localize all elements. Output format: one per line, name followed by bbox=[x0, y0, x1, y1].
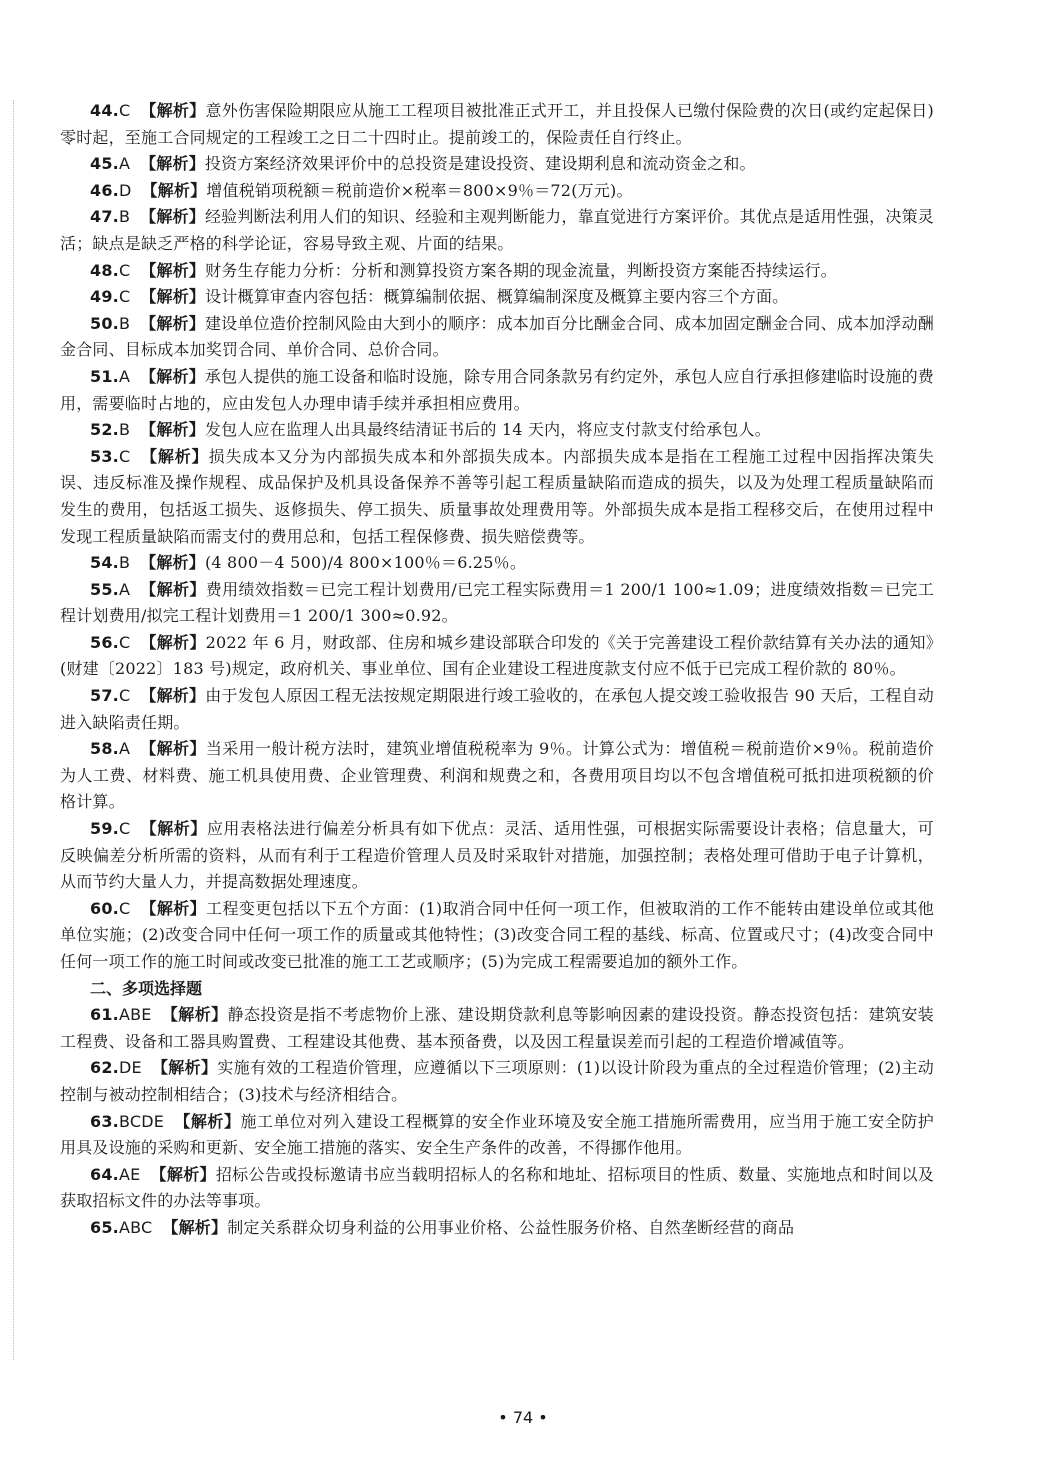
analysis-text: 承包人提供的施工设备和临时设施，除专用合同条款另有约定外，承包人应自行承担修建临时设施的费用，需要临时占地的，应由发包人办理申请手续并承担相应费用。 bbox=[60, 366, 934, 413]
analysis-tag: 【解析】 bbox=[140, 420, 205, 440]
answer-item bbox=[60, 1109, 934, 1162]
answer-item bbox=[60, 896, 934, 976]
analysis-tag: 【解析】 bbox=[140, 366, 205, 386]
binding-margin-line bbox=[13, 100, 14, 1360]
answer-item bbox=[60, 444, 934, 550]
answer-item bbox=[60, 151, 934, 178]
answer-item bbox=[60, 683, 934, 736]
question-number: 50. bbox=[90, 313, 119, 333]
answer-item bbox=[60, 311, 934, 364]
analysis-text: 费用绩效指数＝已完工程计划费用/已完工程实际费用＝1 200/1 100≈1.09；进度绩效指数＝已完工程计划费用/拟完工程计划费用＝1 200/1 300≈0.92。 bbox=[60, 579, 934, 626]
analysis-tag: 【解析】 bbox=[140, 632, 206, 652]
answer-item bbox=[60, 1162, 934, 1215]
answer-item bbox=[60, 98, 934, 151]
answer-item bbox=[60, 736, 934, 816]
answer-item bbox=[60, 1215, 934, 1242]
analysis-tag: 【解析】 bbox=[161, 1005, 228, 1025]
analysis-tag: 【解析】 bbox=[150, 1164, 216, 1184]
answer-choice: DE bbox=[118, 1058, 142, 1078]
answer-choice: C bbox=[118, 632, 131, 652]
analysis-tag: 【解析】 bbox=[140, 898, 207, 918]
analysis-text: 增值税销项税额＝税前造价×税率＝800×9％＝72(万元)。 bbox=[206, 180, 633, 200]
analysis-text: (4 800－4 500)/4 800×100％＝6.25％。 bbox=[204, 553, 527, 573]
answer-choice: B bbox=[118, 207, 131, 227]
analysis-tag: 【解析】 bbox=[162, 1217, 228, 1237]
answer-choice: ABE bbox=[118, 1005, 152, 1025]
answer-item bbox=[60, 577, 934, 630]
question-number: 64. bbox=[90, 1164, 119, 1184]
answer-choice: C bbox=[118, 819, 131, 839]
question-number: 53. bbox=[90, 446, 119, 466]
answer-explanations bbox=[60, 98, 934, 1242]
answer-item bbox=[60, 816, 934, 896]
answer-item bbox=[60, 258, 934, 285]
question-number: 62. bbox=[90, 1058, 119, 1078]
analysis-text: 经验判断法利用人们的知识、经验和主观判断能力，靠直觉进行方案评价。其优点是适用性强，决策灵活；缺点是缺乏严格的科学论证，容易导致主观、片面的结果。 bbox=[60, 207, 934, 253]
answer-choice: A bbox=[118, 154, 131, 174]
question-number: 60. bbox=[90, 898, 119, 918]
analysis-tag: 【解析】 bbox=[151, 1058, 218, 1078]
section-title: 二、多项选择题 bbox=[90, 978, 203, 998]
analysis-tag: 【解析】 bbox=[140, 260, 206, 280]
question-number: 52. bbox=[90, 420, 119, 440]
question-number: 47. bbox=[90, 207, 119, 227]
analysis-text: 制定关系群众切身利益的公用事业价格、公益性服务价格、自然垄断经营的商品 bbox=[227, 1217, 795, 1237]
question-number: 61. bbox=[90, 1005, 119, 1025]
analysis-text: 2022 年 6 月，财政部、住房和城乡建设部联合印发的《关于完善建设工程价款结算有关办法的通知》(财建〔2022〕183 号)规定，政府机关、事业单位、国有企业建设工程进度款支付应不低于已完成工程价款的 80％。 bbox=[60, 632, 934, 679]
answer-choice: A bbox=[118, 579, 131, 599]
analysis-text: 静态投资是指不考虑物价上涨、建设期贷款利息等影响因素的建设投资。静态投资包括：建筑安装工程费、设备和工器具购置费、工程建设其他费、基本预备费，以及因工程量误差而引起的工程造价增减值等。 bbox=[60, 1005, 934, 1051]
answer-item bbox=[60, 417, 934, 444]
analysis-tag: 【解析】 bbox=[141, 180, 207, 200]
answer-choice: AE bbox=[118, 1164, 141, 1184]
question-number: 65. bbox=[90, 1217, 119, 1237]
analysis-tag: 【解析】 bbox=[140, 686, 206, 706]
answer-choice: C bbox=[118, 287, 131, 307]
analysis-text: 投资方案经济效果评价中的总投资是建设投资、建设期利息和流动资金之和。 bbox=[204, 154, 756, 174]
answer-choice: A bbox=[118, 366, 131, 386]
analysis-text: 设计概算审查内容包括：概算编制依据、概算编制深度及概算主要内容三个方面。 bbox=[205, 287, 789, 307]
question-number: 55. bbox=[90, 579, 119, 599]
question-number: 51. bbox=[90, 366, 119, 386]
answer-item bbox=[60, 1002, 934, 1055]
question-number: 57. bbox=[90, 686, 119, 706]
analysis-tag: 【解析】 bbox=[140, 313, 205, 333]
answer-item bbox=[60, 630, 934, 683]
question-number: 49. bbox=[90, 287, 119, 307]
question-number: 44. bbox=[90, 101, 119, 120]
analysis-tag: 【解析】 bbox=[140, 287, 206, 307]
answer-choice: ABC bbox=[118, 1217, 153, 1237]
question-number: 54. bbox=[90, 553, 119, 573]
analysis-tag: 【解析】 bbox=[140, 207, 205, 227]
analysis-text: 当采用一般计税方法时，建筑业增值税税率为 9％。计算公式为：增值税＝税前造价×9％。税前造价为人工费、材料费、施工机具使用费、企业管理费、利润和规费之和，各费用项目均以不包含增值税可抵扣进项税额的价格计算。 bbox=[60, 739, 934, 812]
answer-choice: C bbox=[118, 101, 131, 120]
analysis-tag: 【解析】 bbox=[140, 579, 206, 599]
analysis-text: 损失成本又分为内部损失成本和外部损失成本。内部损失成本是指在工程施工过程中因指挥决策失误、违反标准及操作规程、成品保护及机具设备保养不善等引起工程质量缺陷而造成的损失，以及为处理工程质量缺陷而发生的费用，包括返工损失、返修损失、停工损失、质量事故处理费用等。外部损失成本是指工程移交后，在使用过程中发现工程质量缺陷而需支付的费用总和，包括工程保修费、损失赔偿费等。 bbox=[60, 446, 934, 546]
answer-choice: A bbox=[118, 739, 131, 759]
analysis-text: 实施有效的工程造价管理，应遵循以下三项原则：(1)以设计阶段为重点的全过程造价管理；(2)主动控制与被动控制相结合；(3)技术与经济相结合。 bbox=[60, 1058, 934, 1104]
analysis-tag: 【解析】 bbox=[140, 553, 205, 573]
question-number: 46. bbox=[90, 180, 119, 200]
answer-item bbox=[60, 204, 934, 257]
analysis-text: 工程变更包括以下五个方面：(1)取消合同中任何一项工作，但被取消的工作不能转由建设单位或其他单位实施；(2)改变合同中任何一项工作的质量或其他特性；(3)改变合同工程的基线、标高、位置或尺寸；(4)改变合同中任何一项工作的施工时间或改变已批准的施工工艺或顺序；(5)为完成工程需要追加的额外工作。 bbox=[60, 898, 934, 971]
question-number: 48. bbox=[90, 260, 119, 280]
question-number: 45. bbox=[90, 154, 119, 174]
answer-item bbox=[60, 1055, 934, 1108]
question-number: 56. bbox=[90, 632, 119, 652]
analysis-text: 建设单位造价控制风险由大到小的顺序：成本加百分比酬金合同、成本加固定酬金合同、成本加浮动酬金合同、目标成本加奖罚合同、单价合同、总价合同。 bbox=[60, 313, 934, 360]
answer-choice: D bbox=[118, 180, 132, 200]
answer-choice: BCDE bbox=[118, 1111, 165, 1131]
answer-choice: B bbox=[118, 313, 131, 333]
answer-choice: C bbox=[118, 260, 131, 280]
analysis-tag: 【解析】 bbox=[174, 1111, 241, 1131]
question-number: 63. bbox=[90, 1111, 119, 1131]
answer-item bbox=[60, 364, 934, 417]
question-number: 59. bbox=[90, 819, 119, 839]
analysis-tag: 【解析】 bbox=[140, 739, 206, 759]
analysis-text: 招标公告或投标邀请书应当载明招标人的名称和地址、招标项目的性质、数量、实施地点和时间以及获取招标文件的办法等事项。 bbox=[60, 1164, 934, 1211]
answer-choice: C bbox=[118, 686, 131, 706]
multiple-choice-answers bbox=[60, 1002, 934, 1241]
answer-choice: B bbox=[118, 420, 131, 440]
analysis-tag: 【解析】 bbox=[140, 819, 207, 839]
single-choice-answers bbox=[60, 98, 934, 976]
analysis-text: 施工单位对列入建设工程概算的安全作业环境及安全施工措施所需费用，应当用于施工安全防护用具及设施的采购和更新、安全施工措施的落实、安全生产条件的改善，不得挪作他用。 bbox=[60, 1111, 934, 1158]
analysis-text: 应用表格法进行偏差分析具有如下优点：灵活、适用性强，可根据实际需要设计表格；信息量大，可反映偏差分析所需的资料，从而有利于工程造价管理人员及时采取针对措施，加强控制；表格处理可借助于电子计算机，从而节约大量人力，并提高数据处理速度。 bbox=[60, 819, 934, 892]
analysis-text: 发包人应在监理人出具最终结清证书后的 14 天内，将应支付款支付给承包人。 bbox=[204, 420, 771, 440]
analysis-text: 财务生存能力分析：分析和测算投资方案各期的现金流量，判断投资方案能否持续运行。 bbox=[205, 260, 837, 280]
analysis-tag: 【解析】 bbox=[140, 446, 209, 466]
answer-choice: B bbox=[118, 553, 131, 573]
analysis-text: 由于发包人原因工程无法按规定期限进行竣工验收的，在承包人提交竣工验收报告 90 天后，工程自动进入缺陷责任期。 bbox=[60, 686, 934, 732]
answer-choice: C bbox=[118, 898, 131, 918]
answer-item bbox=[60, 284, 934, 311]
answer-item bbox=[60, 178, 934, 205]
answer-item bbox=[60, 550, 934, 577]
question-number: 58. bbox=[90, 739, 119, 759]
page-number: • 74 • bbox=[498, 1408, 548, 1427]
analysis-tag: 【解析】 bbox=[140, 101, 206, 120]
answer-choice: C bbox=[118, 446, 131, 466]
analysis-text: 意外伤害保险期限应从施工工程项目被批准正式开工，并且投保人已缴付保险费的次日(或约定起保日)零时起，至施工合同规定的工程竣工之日二十四时止。提前竣工的，保险责任自行终止。 bbox=[60, 101, 934, 147]
analysis-tag: 【解析】 bbox=[140, 154, 205, 174]
